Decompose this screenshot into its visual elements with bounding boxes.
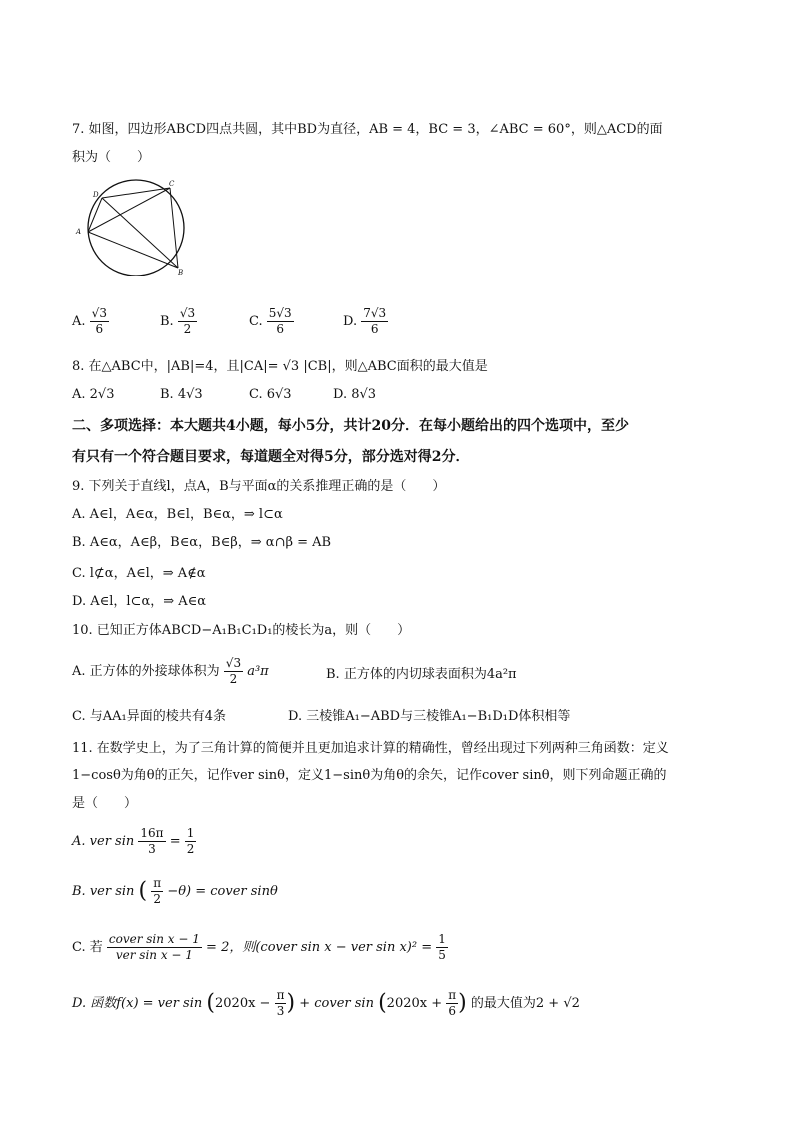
q9-option-c[interactable]: C. l⊄α，A∈l，⇒ A∉α	[72, 566, 206, 581]
label-c: C	[169, 180, 175, 188]
fraction: $\frac{1}{5}$	[438, 932, 446, 962]
q7-option-a[interactable]: A. $\frac{√3}{6}$	[72, 306, 107, 336]
q11-stem-line3: 是（ ）	[72, 796, 138, 811]
q7-option-b[interactable]: B. $\frac{√3}{2}$	[160, 306, 196, 336]
q8-option-d[interactable]: D. 8√3	[333, 387, 377, 402]
q7-option-d[interactable]: D. $\frac{7√3}{6}$	[343, 306, 387, 336]
q8-option-a[interactable]: A. 2√3	[72, 387, 115, 402]
section2-heading-line1: 二、多项选择：本大题共4小题，每小5分，共计20分．在每小题给出的四个选项中，至少	[72, 418, 629, 434]
q9-stem: 9. 下列关于直线l，点A，B与平面α的关系推理正确的是（ ）	[72, 479, 446, 494]
section2-heading-line2: 有只有一个符合题目要求，每道题全对得5分，部分选对得2分．	[72, 449, 470, 465]
q7-option-c[interactable]: C. $\frac{5√3}{6}$	[249, 306, 292, 336]
left-paren: (	[378, 990, 387, 1016]
q7-stem-line2: 积为（ ）	[72, 150, 151, 165]
q10-option-b[interactable]: B. 正方体的内切球表面积为4a²π	[326, 667, 517, 682]
segment-ab	[88, 232, 178, 268]
q10-stem: 10. 已知正方体ABCD−A₁B₁C₁D₁的棱长为a，则（ ）	[72, 623, 411, 638]
label-a: A	[76, 228, 82, 236]
fraction: $\frac{7√3}{6}$	[363, 306, 387, 336]
fraction: $\frac{\pi}{6}$	[448, 988, 457, 1018]
fraction: $\frac{5√3}{6}$	[268, 306, 292, 336]
q11-option-a[interactable]: A. ver sin $\frac{16\pi}{3}$ = $\frac{1}{2}$	[72, 826, 195, 856]
fraction: $\frac{\pi}{2}$	[153, 876, 162, 906]
segment-bc	[170, 188, 178, 268]
q7-circle-figure	[74, 176, 194, 276]
right-paren: )	[286, 990, 296, 1016]
q8-stem: 8. 在△ABC中，|AB|=4，且|CA|= √3 |CB|，则△ABC面积的最大值是	[72, 359, 488, 374]
circle-outline	[88, 180, 184, 276]
q11-option-c[interactable]: C. 若 $\frac{\text{cover sin x − 1}}{\text{ver sin x − 1}}$ = 2，则(cover sin x − ver sin x)² = $\frac{1}{5}$	[72, 932, 446, 962]
left-paren: (	[138, 878, 148, 904]
fraction: $\frac{\pi}{3}$	[276, 988, 285, 1018]
q10-option-d[interactable]: D. 三棱锥A₁−ABD与三棱锥A₁−B₁D₁D体积相等	[288, 709, 571, 724]
q7-stem-line1: 7. 如图，四边形ABCD四点共圆，其中BD为直径，AB = 4，BC = 3，∠ABC = 60°，则△ACD的面	[72, 122, 663, 137]
segment-ac	[88, 188, 170, 232]
fraction: $\frac{1}{2}$	[186, 826, 195, 856]
q10-option-c[interactable]: C. 与AA₁异面的棱共有4条	[72, 709, 227, 724]
q10-option-a[interactable]: A. 正方体的外接球体积为 $\frac{√3}{2}$ a³π	[72, 656, 269, 686]
left-paren: (	[206, 990, 215, 1016]
q8-option-b[interactable]: B. 4√3	[160, 387, 203, 402]
fraction: $\frac{√3}{2}$	[179, 306, 196, 336]
q11-option-d[interactable]: D. 函数f(x) = ver sin (2020x − $\frac{\pi}{3}$ ) + cover sin (2020x + $\frac{\pi}{6}$ ) 的最大值为2 + √2	[72, 988, 580, 1018]
fraction: $\frac{\text{cover sin x − 1}}{\text{ver sin x − 1}}$	[108, 932, 200, 962]
q11-stem-line2: 1−cosθ为角θ的正矢，记作ver sinθ，定义1−sinθ为角θ的余矢，记作cover sinθ，则下列命题正确的	[72, 768, 667, 783]
q9-option-b[interactable]: B. A∈α，A∈β，B∈α，B∈β，⇒ α∩β = AB	[72, 535, 332, 550]
fraction: $\frac{√3}{2}$	[225, 656, 242, 686]
label-d: D	[93, 191, 99, 199]
q9-option-a[interactable]: A. A∈l，A∈α，B∈l，B∈α，⇒ l⊂α	[72, 507, 283, 522]
q8-option-c[interactable]: C. 6√3	[249, 387, 292, 402]
fraction: $\frac{√3}{6}$	[91, 306, 107, 336]
segment-db	[102, 198, 178, 268]
fraction: $\frac{16\pi}{3}$	[140, 826, 164, 856]
q9-option-d[interactable]: D. A∈l，l⊂α，⇒ A∈α	[72, 594, 207, 609]
q11-stem-line1: 11. 在数学史上，为了三角计算的简便并且更加追求计算的精确性，曾经出现过下列两种三角函数：定义	[72, 741, 669, 756]
label-b: B	[178, 269, 184, 276]
q11-option-b[interactable]: B. ver sin ( $\frac{\pi}{2}$ −θ) = cover sinθ	[72, 876, 278, 906]
right-paren: )	[458, 990, 467, 1016]
